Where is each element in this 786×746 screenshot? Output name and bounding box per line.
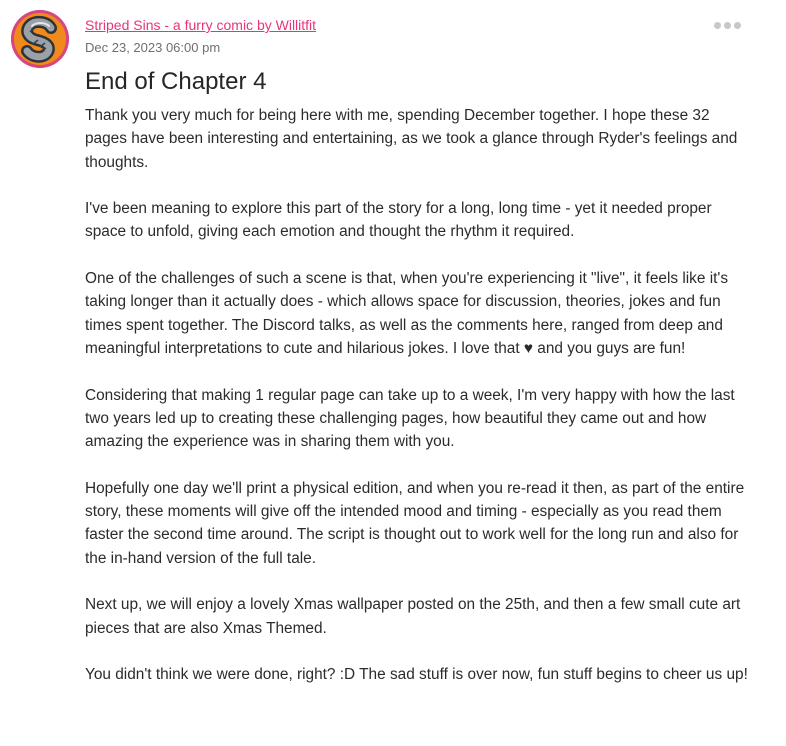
- more-options-button[interactable]: [711, 16, 743, 36]
- post-paragraph: Thank you very much for being here with me, spending December together. I hope these 32 pages have been interesting and entertaining, as we took a glance through Ryder's feelings and thoughts.: [85, 107, 738, 171]
- more-horizontal-icon: [714, 22, 721, 29]
- author-link[interactable]: Striped Sins - a furry comic by Willitfit: [85, 17, 317, 33]
- post-paragraph: Next up, we will enjoy a lovely Xmas wallpaper posted on the 25th, and then a few small cute art pieces that are also Xmas Themed.: [85, 596, 741, 637]
- post-body: [85, 104, 750, 710]
- more-horizontal-icon: [724, 22, 731, 29]
- post-paragraph: Hopefully one day we'll print a physical edition, and when you re-read it then, as part of the entire story, these moments will give off the intended mood and timing - especially as you read them faster the second time around. The script is thought out to work well for the long run and also for the in-hand version of the full tale.: [85, 479, 745, 567]
- post-paragraph: One of the challenges of such a scene is that, when you're experiencing it "live", it feels like it's taking longer than it actually does - which allows space for discussion, theories, jokes and fun times spent together. The Discord talks, as well as the comments here, ranged from deep and meaningful interpretations to cute and hilarious jokes. I love that ♥ and you guys are fun!: [85, 270, 729, 357]
- more-horizontal-icon: [734, 22, 741, 29]
- author-avatar[interactable]: [11, 10, 69, 68]
- post-paragraph: I've been meaning to explore this part of the story for a long, long time - yet it needed proper space to unfold, giving each emotion and thought the rhythm it required.: [85, 200, 712, 241]
- letter-s-avatar-icon: [11, 10, 69, 68]
- post-title: End of Chapter 4: [85, 68, 267, 95]
- post-paragraph: You didn't think we were done, right? :D The sad stuff is over now, fun stuff begins to cheer us up!: [85, 666, 748, 684]
- post-paragraph: Considering that making 1 regular page can take up to a week, I'm very happy with how the last two years led up to creating these challenging pages, how beautiful they came out and how amazing the experience was in sharing them with you.: [85, 386, 735, 451]
- post-date: Dec 23, 2023 06:00 pm: [85, 40, 221, 55]
